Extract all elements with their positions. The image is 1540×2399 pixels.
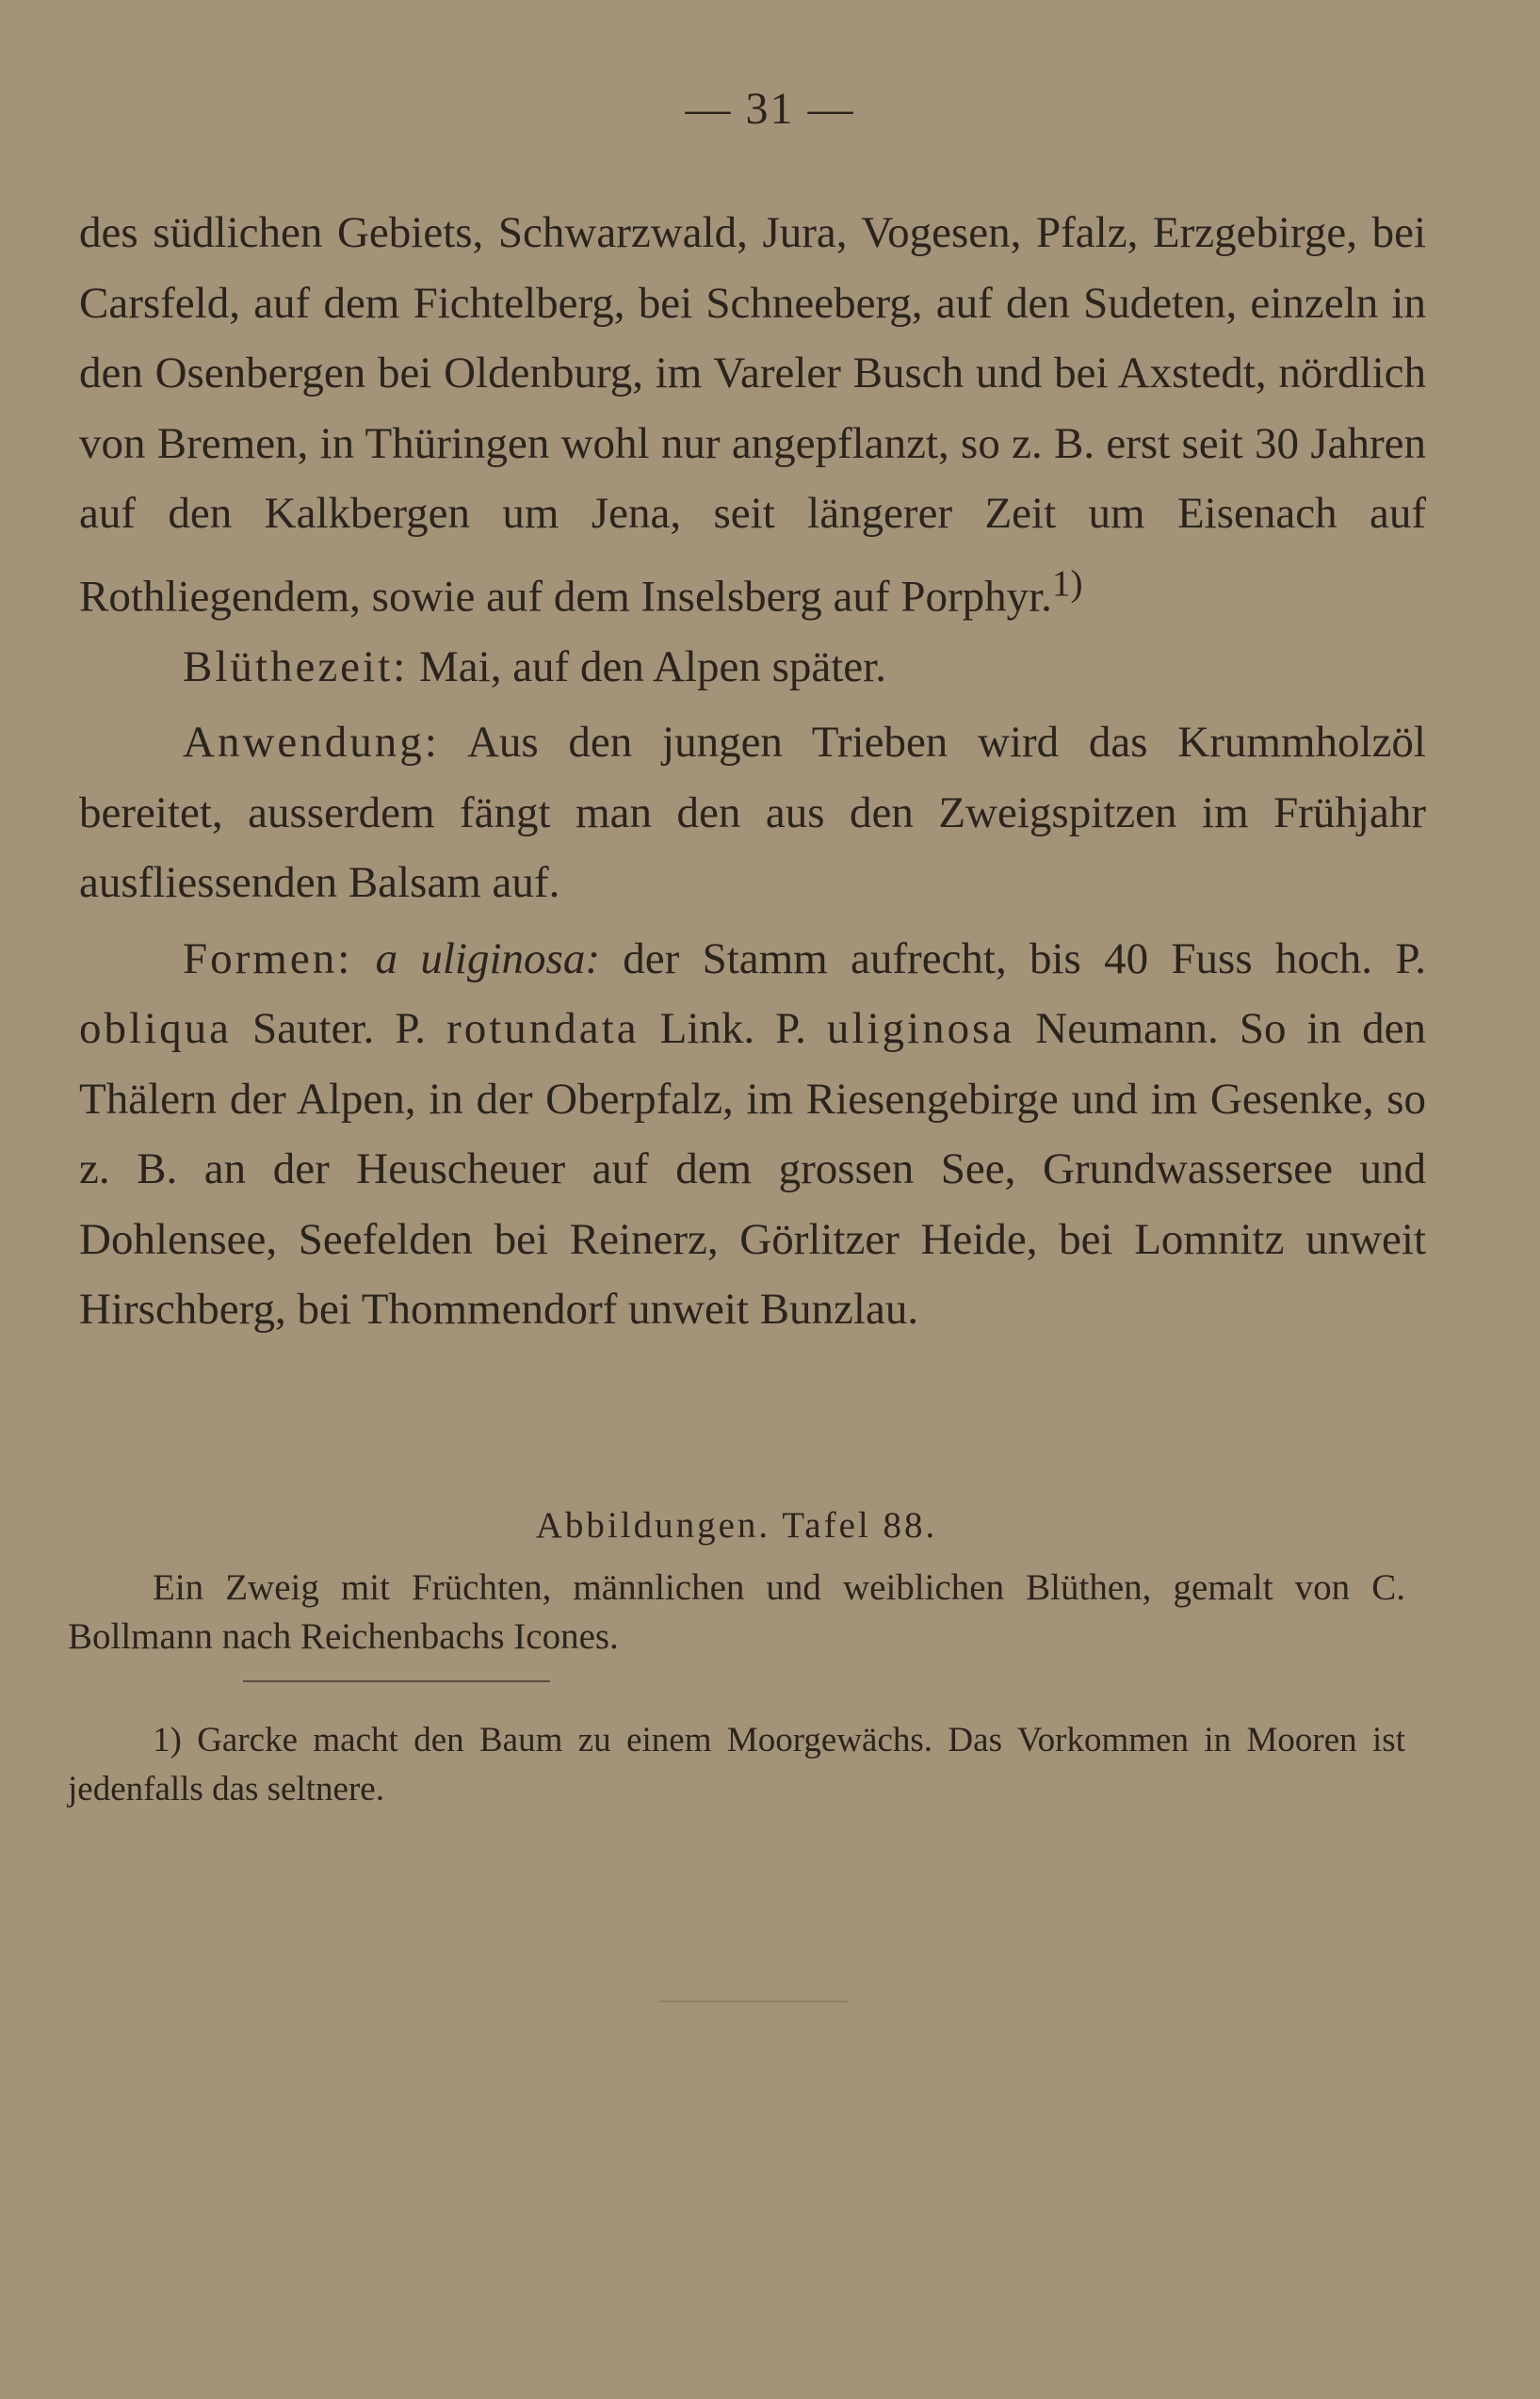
usage-label: Anwendung: [183, 718, 440, 768]
flowering-time-text: Mai, auf den Alpen später. [408, 641, 886, 691]
synonym-uliginosa: uliginosa [826, 1004, 1015, 1054]
caption-text: Ein Zweig mit Früchten, männlichen und weiblichen Blüthen, gemalt von C. Bollmann nach Reichenbachs Icones. [68, 1567, 1405, 1657]
forms-text-c: Link. P. [639, 1004, 827, 1054]
illustration-caption [68, 1499, 1405, 1661]
forms-text-a: der Stamm aufrecht, bis 40 Fuss hoch. P. [599, 933, 1426, 983]
flowering-time-label: Blüthezeit: [183, 641, 409, 691]
paragraph-distribution [79, 198, 1426, 632]
synonym-obliqua: obliqua [79, 1004, 232, 1054]
forms-text-b: Sauter. P. [231, 1004, 447, 1054]
paragraph-forms [79, 924, 1426, 1345]
footnote: 1) Garcke macht den Baum zu einem Moorgewächs. Das Vorkommen in Mooren ist jedenfalls das seltnere. [68, 1721, 1405, 1808]
forms-text-d: Neumann. So in den Thälern der Alpen, in der Oberpfalz, im Riesengebirge und im Gesenke, so z. B. an der Heuscheuer auf dem grossen See, Grundwassersee und Dohlensee, Seefelden bei Reinerz, Görlitzer Heide, bei Lomnitz unweit Hirschberg, bei Thommendorf unweit Bunzlau. [79, 1004, 1426, 1335]
synonym-rotundata: rotundata [446, 1004, 640, 1054]
paragraph-usage [79, 707, 1426, 918]
distribution-text: des südlichen Gebiets, Schwarzwald, Jura, Vogesen, Pfalz, Erzgebirge, bei Carsfeld, auf dem Fichtelberg, bei Schneeberg, auf den Sudeten, einzeln in den Osenbergen bei Oldenburg, im Vareler Busch und bei Axstedt, nördlich von Bremen, in Thüringen wohl nur angepflanzt, so z. B. erst seit 30 Jahren auf den Kalkbergen um Jena, seit längerer Zeit um Eisenach auf Rothliegendem, sowie auf dem Inselsberg auf Porphyr. [79, 208, 1426, 622]
footnote-reference: 1) [1051, 562, 1083, 604]
usage-text: Aus den jungen Trieben wird das Krummholzöl bereitet, ausserdem fängt man den aus den Zweigspitzen im Frühjahr ausfliessenden Balsam auf. [79, 718, 1426, 908]
caption-heading: Abbildungen. Tafel 88. [535, 1505, 938, 1546]
main-text [79, 198, 1426, 1345]
forms-label: Formen: [183, 933, 353, 983]
page-number: — 31 — [685, 84, 855, 134]
footnote-divider [243, 1680, 550, 1682]
variety-name: a uliginosa: [375, 933, 600, 983]
paragraph-flowering-time [79, 632, 1426, 703]
bottom-divider [659, 2001, 848, 2002]
